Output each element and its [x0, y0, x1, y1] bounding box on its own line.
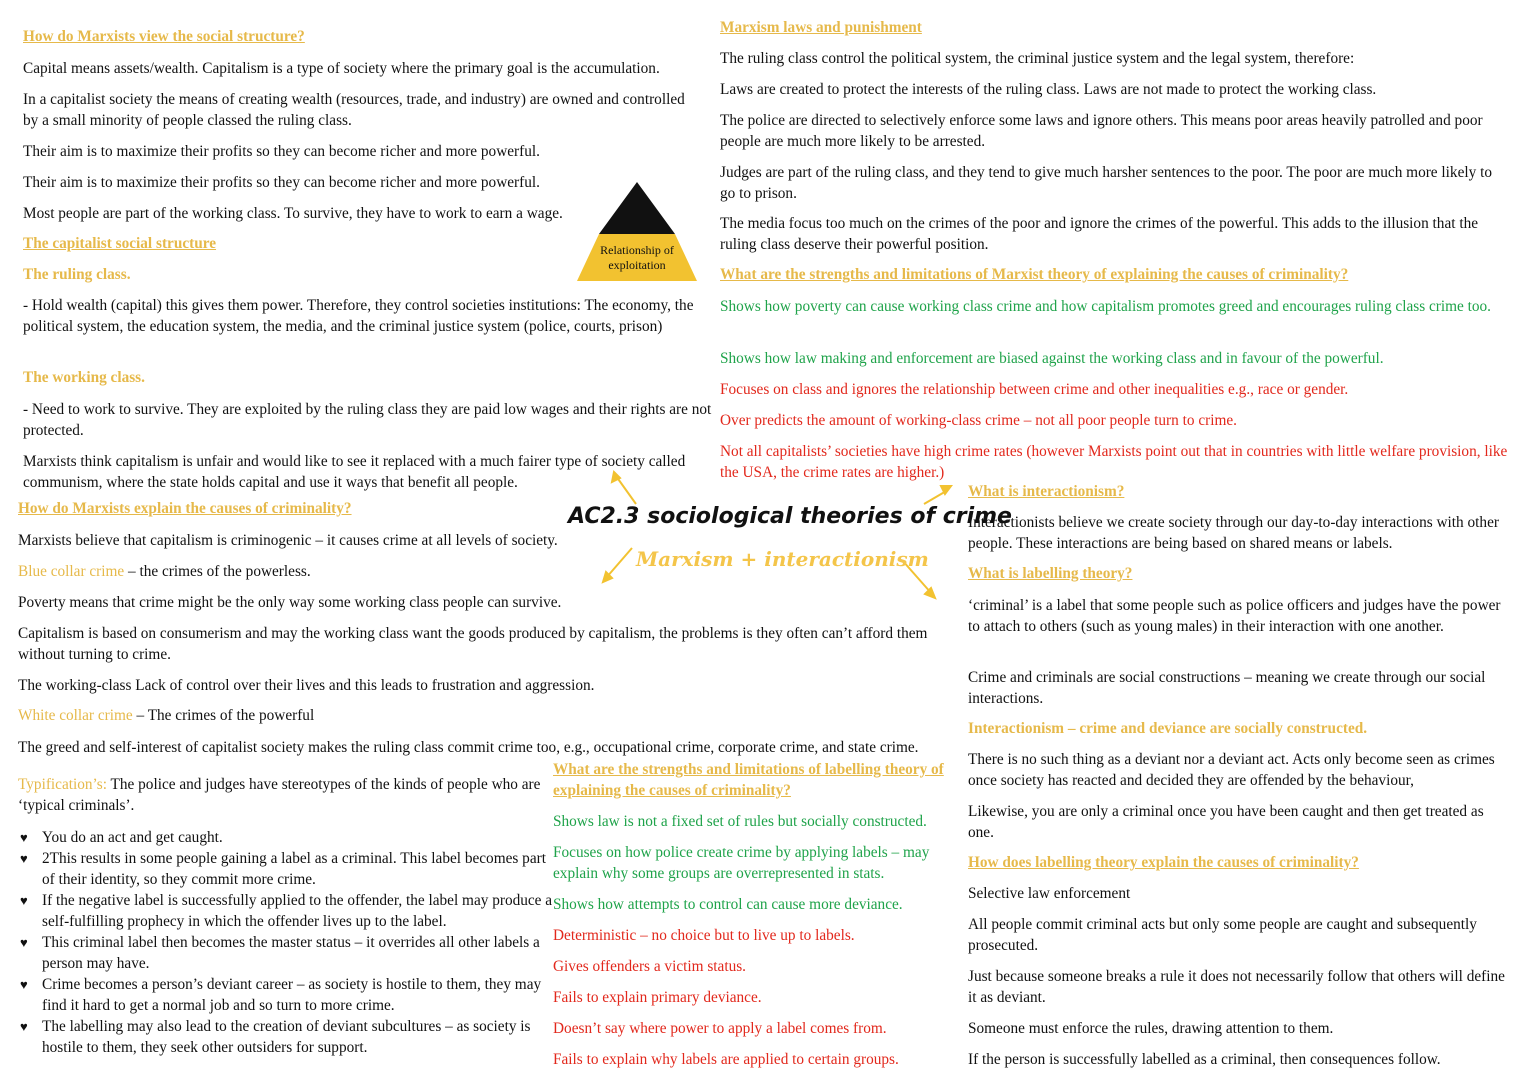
all-commit-paragraph: All people commit criminal acts but only some people are caught and subsequently prosecuted. [968, 916, 1477, 954]
social-construction-paragraph: Crime and criminals are social constructions – meaning we create through our social interactions. [968, 669, 1486, 707]
labelling-limitation-4: Doesn’t say where power to apply a label comes from. [553, 1020, 887, 1037]
labelling-limitation-5: Fails to explain why labels are applied to certain groups. [553, 1051, 899, 1068]
working-class-wage-paragraph: Most people are part of the working class. To survive, they have to work to earn a wage. [23, 205, 563, 222]
labelling-limitation-2: Gives offenders a victim status. [553, 958, 747, 975]
list-item: ♥ 2This results in some people gaining a label as a criminal. This label becomes part of their identity, so they commit more crime. [20, 848, 560, 890]
arrow-to-marxist-causes [606, 548, 632, 578]
aim-paragraph-2: Their aim is to maximize their profits so they can become richer and more powerful. [23, 174, 540, 191]
heading-marxist-social-structure: How do Marxists view the social structure? [23, 28, 305, 45]
ruling-class-paragraph: - Hold wealth (capital) this gives them power. Therefore, they control societies institutions: The economy, the political system, the education system, the media, and the criminal justice system (police, courts, prison) [23, 297, 694, 335]
heading-capitalist-structure: The capitalist social structure [23, 235, 217, 252]
marxist-limitation-3: Not all capitalists’ societies have high crime rates (however Marxists point out that in countries with little welfare provision, like the USA, the crime rates are higher.) [720, 443, 1508, 481]
heading-labelling-evaluation: What are the strengths and limitations of labelling theory of explaining the causes of criminality? [553, 759, 965, 801]
marxist-strength-2: Shows how law making and enforcement are biased against the working class and in favour of the powerful. [720, 350, 1384, 367]
heading-what-is-labelling: What is labelling theory? [968, 565, 1133, 582]
selective-enforcement: Selective law enforcement [968, 885, 1131, 902]
communism-paragraph: Marxists think capitalism is unfair and would like to see it replaced with a much fairer type of society called communism, where the state holds capital and use it ways that benefit all people. [23, 453, 686, 491]
arrowhead-labelling [925, 588, 935, 598]
criminal-label-paragraph: ‘criminal’ is a label that some people such as police officers and judges have the power to attach to others (such as young males) in their interaction with one another. [968, 597, 1501, 635]
labelling-strength-3: Shows how attempts to control can cause more deviance. [553, 896, 903, 913]
heading-marxist-causes: How do Marxists explain the causes of criminality? [18, 500, 352, 517]
heading-working-class: The working class. [23, 369, 145, 386]
mindmap-arrows [603, 472, 951, 598]
heading-what-is-interactionism: What is interactionism? [968, 483, 1125, 500]
marxist-limitation-2: Over predicts the amount of working-class crime – not all poor people turn to crime. [720, 412, 1237, 429]
typification-paragraph [18, 774, 548, 816]
page-subtitle: Marxism + interactionism [636, 547, 929, 571]
no-deviant-act-paragraph: There is no such thing as a deviant nor a deviant act. Acts only become seen as crimes once society has reacted and decided they are offended by the behaviour, [968, 751, 1495, 789]
blue-collar-line [18, 561, 311, 582]
police-paragraph: The police are directed to selectively enforce some laws and ignore others. This means poor areas heavily patrolled and poor people are much more likely to be arrested. [720, 112, 1483, 150]
criminogenic-paragraph: Marxists believe that capitalism is criminogenic – it causes crime at all levels of society. [18, 532, 558, 549]
consumerism-paragraph: Capitalism is based on consumerism and may the working class want the goods produced by capitalism, the problems is they often can’t afford them without turning to crime. [18, 625, 928, 663]
poverty-paragraph: Poverty means that crime might be the only way some working class people can survive. [18, 594, 562, 611]
interactionism-paragraph: Interactionists believe we create society through our day-to-day interactions with other people. These interactions are being based on shared means or labels. [968, 514, 1499, 552]
marxist-limitation-1: Focuses on class and ignores the relationship between crime and other inequalities e.g., race or gender. [720, 381, 1349, 398]
list-item: ♥ This criminal label then becomes the master status – it overrides all other labels a person may have. [20, 932, 560, 974]
caught-paragraph: Likewise, you are only a criminal once you have been caught and then get treated as one. [968, 803, 1484, 841]
typification-text: The police and judges have stereotypes of the kinds of people who are ‘typical criminals’. [18, 776, 541, 814]
media-paragraph: The media focus too much on the crimes of the poor and ignore the crimes of the powerful. This adds to the illusion that the ruling class deserve their powerful position. [720, 215, 1479, 253]
marxist-strength-1: Shows how poverty can cause working class crime and how capitalism promotes greed and encourages ruling class crime too. [720, 298, 1491, 315]
laws-intro: The ruling class control the political system, the criminal justice system and the legal system, therefore: [720, 50, 1355, 67]
greed-paragraph: The greed and self-interest of capitalist society makes the ruling class commit crime too, e.g., occupational crime, corporate crime, and state crime. [18, 739, 919, 756]
rule-breaking-paragraph: Just because someone breaks a rule it does not necessarily follow that others will define it as deviant. [968, 968, 1505, 1006]
labelling-limitation-1: Deterministic – no choice but to live up to labels. [553, 927, 855, 944]
capital-definition: Capital means assets/wealth. Capitalism is a type of society where the primary goal is the accumulation. [23, 60, 660, 77]
white-collar-term: White collar crime [18, 707, 133, 724]
labelling-strength-1: Shows law is not a fixed set of rules but socially constructed. [553, 813, 927, 830]
lack-of-control-paragraph: The working-class Lack of control over their lives and this leads to frustration and aggression. [18, 677, 595, 694]
judges-paragraph: Judges are part of the ruling class, and they tend to give much harsher sentences to the poor. The poor are much more likely to go to prison. [720, 164, 1492, 202]
white-collar-line [18, 705, 314, 726]
list-item: ♥ If the negative label is successfully applied to the offender, the label may produce a self-fulfilling prophecy in which the offender lives up to the label. [20, 890, 560, 932]
heading-ruling-class: The ruling class. [23, 266, 131, 283]
heading-labelling-causes: How does labelling theory explain the causes of criminality? [968, 854, 1359, 871]
heading-socially-constructed: Interactionism – crime and deviance are socially constructed. [968, 720, 1368, 737]
labelling-strength-2: Focuses on how police create crime by applying labels – may explain why some groups are overrepresented in stats. [553, 844, 930, 882]
pyramid-top [599, 182, 675, 234]
arrow-to-communism [616, 476, 636, 504]
pyramid-label: Relationship of exploitation [600, 243, 674, 272]
working-class-paragraph: - Need to work to survive. They are exploited by the ruling class they are paid low wages and their rights are not protected. [23, 401, 712, 439]
white-collar-text: – The crimes of the powerful [132, 707, 315, 724]
page-title: AC2.3 sociological theories of crime [568, 504, 1012, 529]
list-item: ♥ Crime becomes a person’s deviant career – as society is hostile to them, they may find it hard to get a normal job and so turn to more crime. [20, 974, 560, 1016]
means-of-wealth-paragraph: In a capitalist society the means of creating wealth (resources, trade, and industry) are owned and controlled by a small minority of people classed the ruling class. [23, 91, 685, 129]
heading-marxist-evaluation: What are the strengths and limitations of Marxist theory of explaining the causes of criminality? [720, 266, 1349, 283]
consequences-paragraph: If the person is successfully labelled as a criminal, then consequences follow. [968, 1051, 1441, 1068]
enforce-rules-paragraph: Someone must enforce the rules, drawing attention to them. [968, 1020, 1334, 1037]
heading-marxism-laws: Marxism laws and punishment [720, 19, 922, 36]
laws-paragraph: Laws are created to protect the interests of the ruling class. Laws are not made to protect the working class. [720, 81, 1377, 98]
list-item: ♥ The labelling may also lead to the creation of deviant subcultures – as society is hostile to them, they seek other outsiders for support. [20, 1016, 560, 1058]
blue-collar-term: Blue collar crime [18, 563, 125, 580]
typification-term: Typification’s: [18, 776, 107, 793]
blue-collar-text: – the crimes of the powerless. [124, 563, 311, 580]
labelling-limitation-3: Fails to explain primary deviance. [553, 989, 762, 1006]
labelling-process-list [20, 827, 560, 1058]
aim-paragraph-1: Their aim is to maximize their profits so they can become richer and more powerful. [23, 143, 540, 160]
list-item: ♥ You do an act and get caught. [20, 827, 560, 848]
